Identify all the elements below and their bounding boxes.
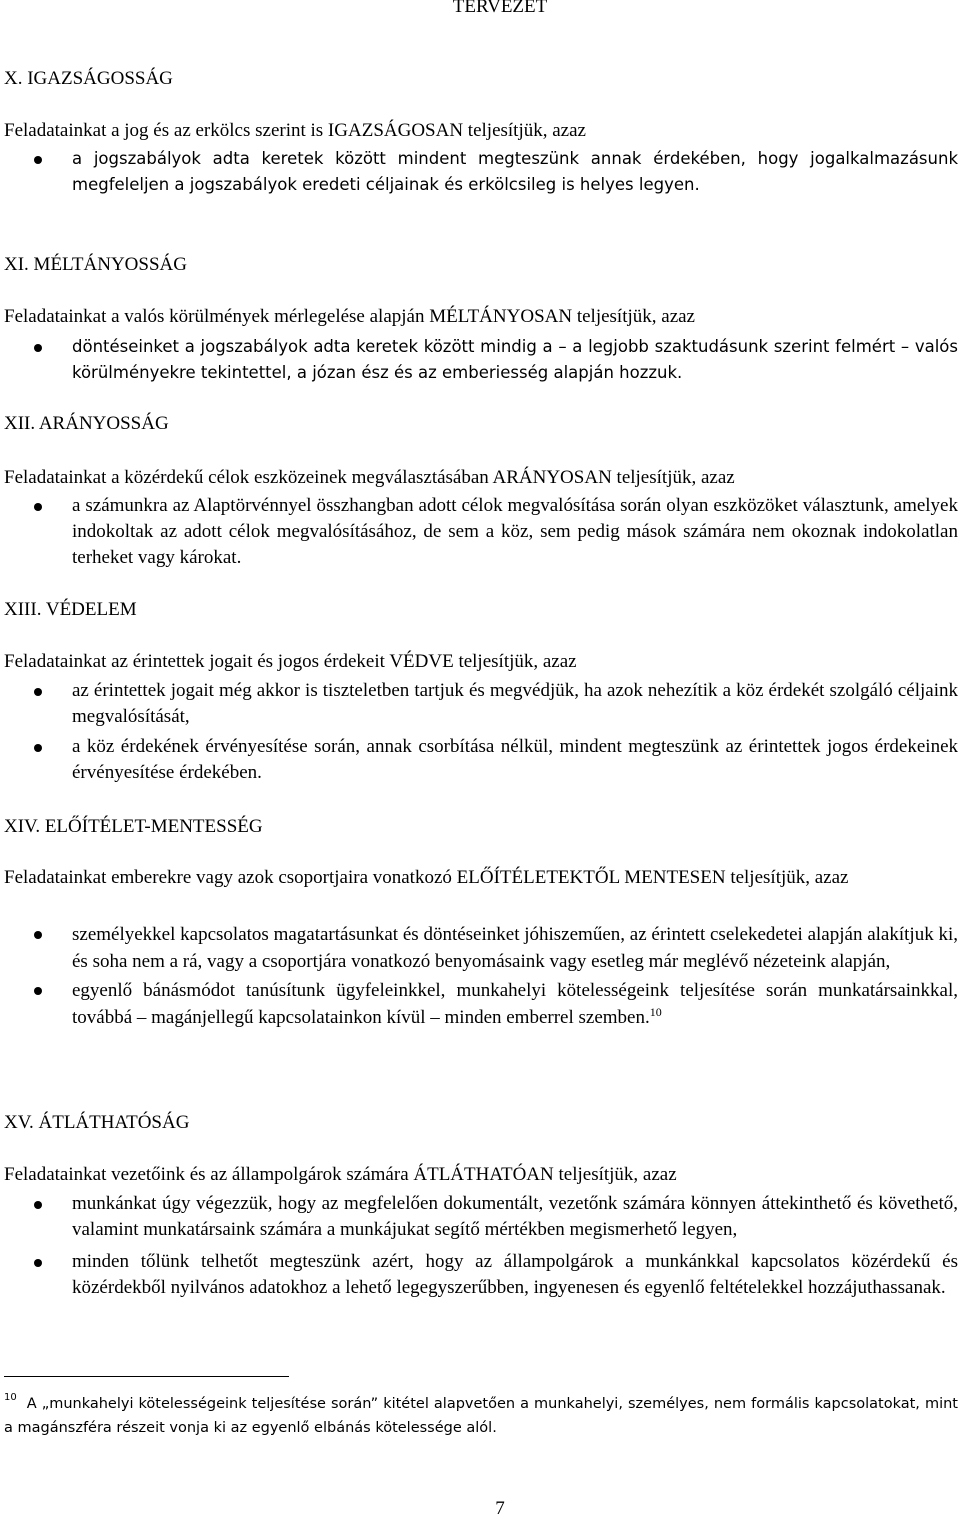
bullet-icon [34,156,42,164]
page-header: TERVEZET [452,0,548,17]
bullet-icon [34,688,42,696]
bullet-list-xii [0,493,958,571]
bullet-list-xiv [0,921,958,1031]
section-heading-xv: XV. ÁTLÁTHATÓSÁG [4,1112,190,1133]
footnote-reference[interactable]: 10 [649,1005,662,1019]
bullet-icon [34,987,42,995]
list-item: az érintettek jogait még akkor is tiszteletben tartjuk és megvédjük, ha azok nehezítik a köz érdekét szolgáló céljaink megvalósítását, [0,678,958,730]
section-intro-xiv: Feladatainkat emberekre vagy azok csoportjaira vonatkozó ELŐÍTÉLETEKTŐL MENTESEN teljesítjük, azaz [4,867,849,888]
bullet-icon [34,344,42,352]
bullet-list-xi [0,334,958,386]
list-item: a jogszabályok adta keretek között mindent megteszünk annak érdekében, hogy jogalkalmazásunk megfeleljen a jogszabályok eredeti céljainak és erkölcsileg is helyes legyen. [0,146,958,198]
footnote-number: 10 [4,1392,17,1403]
footnote-text: A „munkahelyi kötelességeink teljesítése során” kitétel alapvetően a munkahelyi, személyes, nem formális kapcsolatokat, mint a magánszféra részeit vonja ki az egyenlő elbánás kötelessége alól. [4,1396,958,1436]
section-intro-xi: Feladatainkat a valós körülmények mérlegelése alapján MÉLTÁNYOSAN teljesítjük, azaz [4,306,695,327]
section-heading-x: X. IGAZSÁGOSSÁG [4,68,173,89]
section-intro-xv: Feladatainkat vezetőink és az állampolgárok számára ÁTLÁTHATÓAN teljesítjük, azaz [4,1164,677,1185]
section-heading-xii: XII. ARÁNYOSSÁG [4,413,169,434]
section-heading-xi: XI. MÉLTÁNYOSSÁG [4,254,187,275]
bullet-icon [34,744,42,752]
bullet-list-xiii [0,678,958,786]
section-heading-xiv: XIV. ELŐÍTÉLET-MENTESSÉG [4,816,263,837]
bullet-icon [34,1259,42,1267]
bullet-list-xv [0,1191,958,1301]
section-intro-xii: Feladatainkat a közérdekű célok eszközeinek megválasztásában ARÁNYOSAN teljesítjük, azaz [4,467,735,488]
list-item: személyekkel kapcsolatos magatartásunkat és döntéseinket jóhiszeműen, az érintett cselekedetei alapján alakítjuk ki, és soha nem a rá, vagy a csoportjára vonatkozó benyomásaink vagy esetleg már meglévő nézeteink alapján, [0,921,958,975]
section-intro-xiii: Feladatainkat az érintettek jogait és jogos érdekeit VÉDVE teljesítjük, azaz [4,651,577,672]
bullet-list-x [0,146,958,198]
bullet-icon [34,503,42,511]
list-item: munkánkat úgy végezzük, hogy az megfelelően dokumentált, vezetőnk számára könnyen áttekinthető és követhető, valamint munkatársaink számára a munkájukat segítő mértékben megismerhető legyen, [0,1191,958,1243]
list-item: egyenlő bánásmódot tanúsítunk ügyfeleinkkel, munkahelyi kötelességeink teljesítése során munkatársainkkal, továbbá – magánjellegű kapcsolatainkon kívül – minden emberrel szemben.$^{10}$ [0,977,958,1031]
footnote-separator [4,1376,289,1377]
page-number: 7 [495,1498,505,1519]
bullet-icon [34,1201,42,1209]
list-item: döntéseinket a jogszabályok adta keretek között mindig a – a legjobb szaktudásunk szerint felmért – valós körülményekre tekintettel, a józan ész és az emberiesség alapján hozzuk. [0,334,958,386]
list-item: minden tőlünk telhetőt megteszünk azért, hogy az állampolgárok a munkánkkal kapcsolatos közérdekű és közérdekből nyilvános adatokhoz a lehető legegyszerűbben, ingyenesen és egyenlő feltételekkel hozzájuthassanak. [0,1249,958,1301]
section-heading-xiii: XIII. VÉDELEM [4,599,137,620]
list-item: a számunkra az Alaptörvénnyel összhangban adott célok megvalósítása során olyan eszközöket választunk, amelyek indokoltak az adott célok megvalósításához, de sem a köz, sem pedig mások számára nem okoznak indokolatlan terheket vagy károkat. [0,493,958,571]
list-item: a köz érdekének érvényesítése során, annak csorbítása nélkül, mindent megteszünk az érintettek jogos érdekeinek érvényesítése érdekében. [0,734,958,786]
bullet-icon [34,931,42,939]
footnote [4,1392,958,1440]
section-intro-x: Feladatainkat a jog és az erkölcs szerint is IGAZSÁGOSAN teljesítjük, azaz [4,120,586,141]
